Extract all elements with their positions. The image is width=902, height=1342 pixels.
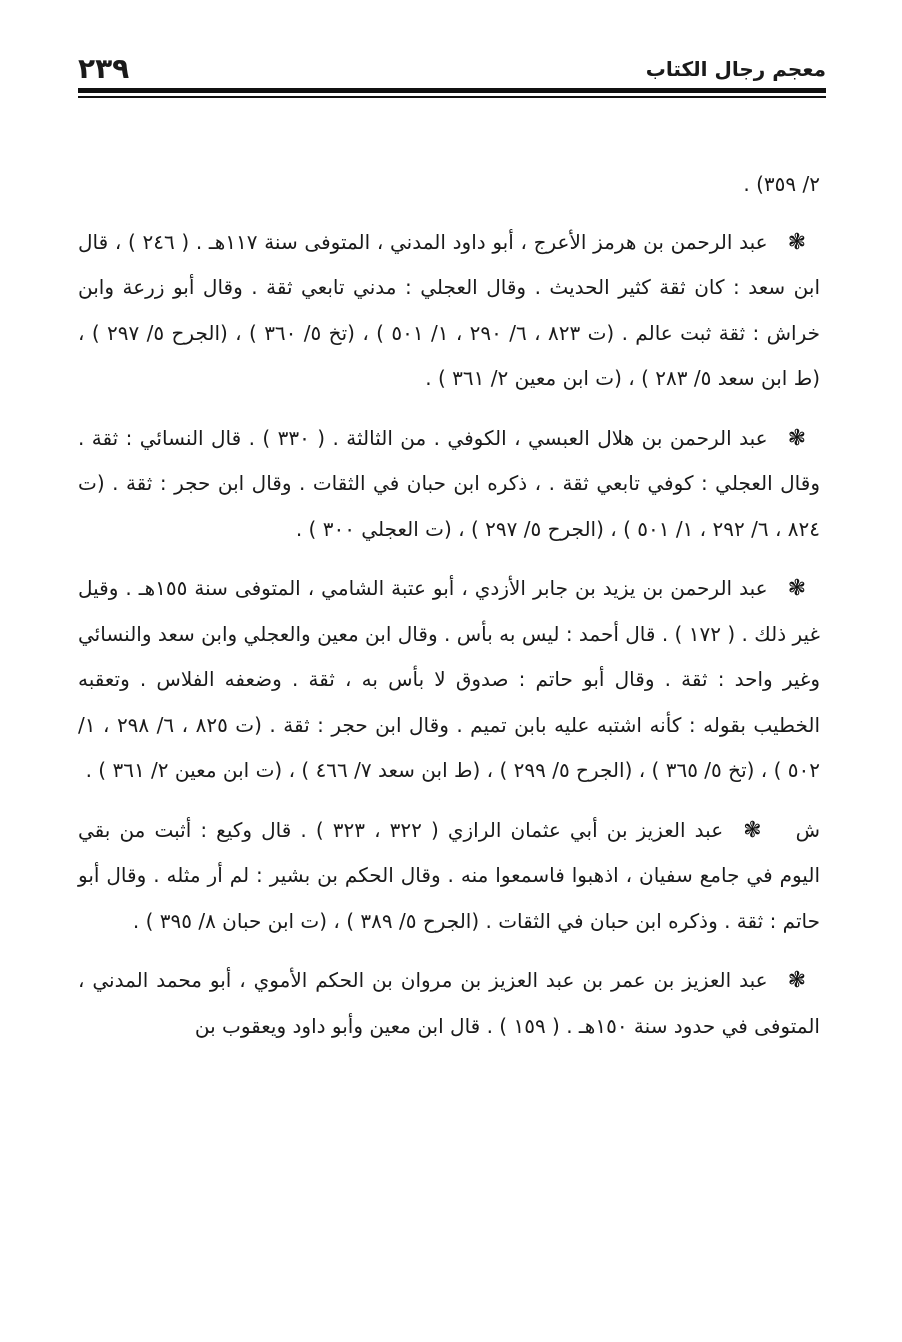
entry-text: عبد الرحمن بن هرمز الأعرج ، أبو داود المدني ، المتوفى سنة ١١٧هـ . ( ٢٤٦ ) ، قال ابن سعد : كان ثقة كثير الحديث . وقال العجلي : مدني تابعي ثقة . وقال أبو زرعة وابن خراش : ثقة ثبت عالم . (ت ٨٢٣ ، ٦/ ٢٩٠ ، ١/ ٥٠١ ) ، (تخ ٥/ ٣٦٠ ) ، (الجرح ٥/ ٢٩٧ ) ، (ط ابن سعد ٥/ ٢٨٣ ) ، (ت ابن معين ٢/ ٣٦١ ) . <box>78 229 820 390</box>
page-body <box>78 162 820 1063</box>
biography-entry <box>78 220 820 402</box>
entry-text: عبد الرحمن بن هلال العبسي ، الكوفي . من الثالثة . ( ٣٣٠ ) . قال النسائي : ثقة . وقال العجلي : كوفي تابعي ثقة . ، ذكره ابن حبان في الثقات . وقال ابن حجر : ثقة . (ت ٨٢٤ ، ٦/ ٢٩٢ ، ١/ ٥٠١ ) ، (الجرح ٥/ ٢٩٧ ) ، (ت العجلي ٣٠٠ ) . <box>78 425 820 541</box>
entry-prefix-code: ش <box>795 817 820 842</box>
biography-entry <box>78 416 820 553</box>
continuation-paragraph <box>78 162 820 208</box>
flower-star-icon: ❃ <box>787 968 806 993</box>
flower-star-icon: ❃ <box>743 817 762 843</box>
flower-star-icon: ❃ <box>787 229 806 255</box>
header-rule-thin <box>78 96 826 98</box>
biography-entry <box>78 566 820 794</box>
flower-star-icon: ❃ <box>787 576 806 601</box>
entry-text: عبد العزيز بن عمر بن عبد العزيز بن مروان بن الحكم الأموي ، أبو محمد المدني ، المتوفى في حدود سنة ١٥٠هـ . ( ١٥٩ ) . قال ابن معين وأبو داود ويعقوب بن <box>78 968 820 1038</box>
entry-text: عبد العزيز بن أبي عثمان الرازي ( ٣٢٢ ، ٣٢٣ ) . قال وكيع : أثبت من بقي اليوم في جامع سفيان ، اذهبوا فاسمعوا منه . وقال الحكم بن بشير : لم أر مثله . وقال أبو حاتم : ثقة . وذكره ابن حبان في الثقات . (الجرح ٥/ ٣٨٩ ) ، (ت ابن حبان ٨/ ٣٩٥ ) . <box>78 817 820 933</box>
book-title: معجم رجال الكتاب <box>645 57 826 81</box>
biography-entry <box>78 958 820 1049</box>
header-rule-thick <box>78 88 826 93</box>
biography-entry <box>78 808 820 945</box>
flower-star-icon: ❃ <box>787 425 806 451</box>
entry-text: ٢/ ٣٥٩) . <box>743 172 820 196</box>
page-number: ٢٣٩ <box>78 52 130 85</box>
entry-text: عبد الرحمن بن يزيد بن جابر الأزدي ، أبو عتبة الشامي ، المتوفى سنة ١٥٥هـ . وقيل غير ذلك . ( ١٧٢ ) . قال أحمد : ليس به بأس . وقال ابن معين والعجلي وابن سعد والنسائي وغير واحد : ثقة . وقال أبو حاتم : صدوق لا بأس به ، ثقة . وضعفه الفلاس . وتعقبه الخطيب بقوله : كأنه اشتبه عليه بابن تميم . وقال ابن حجر : ثقة . (ت ٨٢٥ ، ٦/ ٢٩٨ ، ١/ ٥٠٢ ) ، (تخ ٥/ ٣٦٥ ) ، (الجرح ٥/ ٢٩٩ ) ، (ط ابن سعد ٧/ ٤٦٦ ) ، (ت ابن معين ٢/ ٣٦١ ) . <box>78 576 821 782</box>
